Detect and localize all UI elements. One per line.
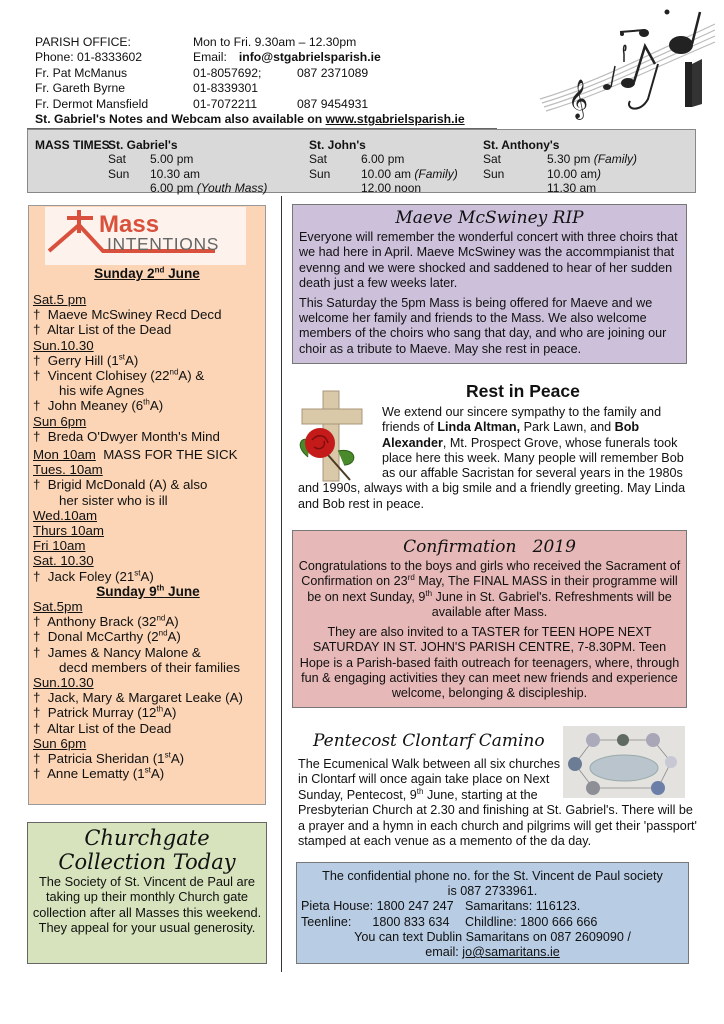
clergy-name: Fr. Pat McManus [35,65,128,80]
mass-slot: Thurs 10am [33,523,104,539]
dagger-icon: † [33,690,41,706]
text-fragment: rd [407,573,415,583]
text-fragment: A) & [178,368,205,384]
mass-day [309,181,361,195]
mass-slot: Sun 6pm [33,413,87,429]
teenline-phone: Teenline: 1800 833 634 [301,914,450,929]
mass-note: (Youth Mass) [196,181,268,196]
rest-in-peace-title: Rest in Peace [466,381,580,401]
church-name: St. Gabriel's [108,138,178,152]
mass-time: 5.30 pm [547,152,591,167]
church-st-johns [309,138,458,196]
mass-note: (Family) [414,166,458,181]
clergy-phone: 01-7072211 [193,96,258,111]
text-fragment: A) [165,614,179,630]
church-name: St. John's [309,138,366,152]
music-notes-image [530,4,720,122]
mass-time: 11.30 am [547,181,597,196]
intention-item [33,307,263,322]
confirmation-paragraph: They are also invited to a TASTER for TEEN HOPE NEXT SATURDAY IN ST. JOHN'S PARISH CENTRE, 7-8.30PM. Teen Hope is a Parish-based faith outreach for teenagers, where, through fun & engaging activities they can meet new friends and experience welcome, belonging & discipleship. [299,625,680,701]
mass-note: (Family) [593,152,638,167]
text-fragment: Anthony Brack (32 [47,614,157,630]
maeve-paragraph: This Saturday the 5pm Mass is being offered for Maeve and we welcome her family and friends to the Mass. We also welcome members of the choirs who sang that day, and who are joining our choir as a tribute to Maeve. May she rest in peace. [299,295,667,356]
mass-times-box [27,129,696,196]
dagger-icon: † [33,307,41,323]
samaritans-email-line [297,945,688,960]
mass-day: Sun [108,166,130,181]
childline-phone: Childline: 1800 666 666 [465,914,598,929]
text-fragment: A) [163,705,177,721]
logo-mass-text: Mass [99,211,160,238]
dagger-icon: † [33,766,41,782]
mass-times-label: MASS TIMES [35,138,110,152]
maeve-paragraph: Everyone will remember the wonderful concert with three choirs that we had here in April. Maeve McSwiney was the accommpianist that evenng and we were shocked and saddened to hear of her sudden death just a few weeks later. [299,230,678,291]
pieta-house-phone: Pieta House: 1800 247 247 [301,899,454,914]
dagger-icon: † [33,398,41,414]
church-name: St. Anthony's [483,138,560,152]
text-fragment: nd [169,367,179,377]
mass-slot: Sat.5 pm [33,292,87,307]
mass-slot: Sun.10.30 [33,675,94,691]
intention-item [33,721,263,736]
intentions-list [33,292,263,782]
logo-intentions-text: INTENTIONS [107,234,219,254]
mass-day: Sat [483,152,502,167]
intention-continued: his wife Agnes [59,383,145,399]
intention-item [33,368,263,383]
churchgate-body: The Society of St. Vincent de Paul are taking up their monthly Church gate collection after all Masses this weekend. They appeal for your usual generosity. [32,874,262,936]
samaritans-phone: Samaritans: 116123. [465,899,581,914]
text-fragment: A) [167,629,181,645]
dagger-icon: † [33,705,41,721]
deceased-name: Linda Altman, [437,420,521,435]
mass-time: 10.30 am [150,166,201,181]
mass-slot: Sat.5pm [33,599,83,615]
text-fragment: A) [149,398,164,414]
dagger-icon: † [33,477,41,493]
camino-body [298,757,703,849]
mass-slot-line [33,447,263,462]
mass-time: 6.00 pm [150,181,194,196]
svg-text:𝄞: 𝄞 [568,79,589,119]
mass-slot: Fri 10am [33,538,86,554]
text-fragment: June, starting at the Presbyterian Church at 2.30 and finishing at St. Gabriel's. There will be a prayer and a hymn in each church and pilgrims will get their 'passport' stamped at each venue as a memento of the da day. [298,787,697,849]
intention-continued: her sister who is ill [59,492,168,508]
text-fragment: Patrick Murray (12 [47,705,157,721]
clergy-phone: 01-8339301 [193,81,259,96]
text-fragment: Altar List of the Dead [47,720,172,736]
office-label: PARISH OFFICE: [35,35,131,49]
intention-item [33,645,263,660]
intention-item [33,629,263,644]
text-fragment: st [164,750,171,760]
text-fragment: Anne Lematty (1 [47,766,145,782]
column-divider [281,196,282,972]
deceased-name: Bob Alexander [382,420,640,450]
text-fragment: We extend our sincere sympathy to the family and friends of [382,405,662,435]
confirmation-title: Confirmation 2019 [403,537,576,557]
clergy-mobile: 087 9454931 [297,96,369,111]
mass-slot: Tues. 10am [33,462,103,478]
text-fragment: st [134,568,141,578]
text-fragment: th [143,398,150,407]
office-hours: Mon to Fri. 9.30am – 12.30pm [193,35,357,49]
dagger-icon: † [33,352,41,368]
intention-item [33,569,263,584]
text-fragment: Jack Foley (21 [47,568,135,584]
intention-item [33,705,263,720]
maeve-title: Maeve McSwiney RIP [395,208,584,228]
intention-item [33,477,263,492]
text-fragment: Vincent Clohisey (22 [47,368,170,384]
svp-phone: is 087 2733961. [447,884,538,899]
heading-sup: nd [154,265,165,275]
text-fragment: Donal McCarthy (2 [47,629,159,645]
text-fragment: John Meaney (6 [47,398,144,414]
text-fragment: The Ecumenical Walk between all six churches in Clontarf will once again take place on Next Sunday, Pentecost, 9 [298,757,561,802]
mass-slot: Sun 6pm [33,735,87,751]
text-fragment: nd [158,629,168,639]
rest-in-peace-body [298,405,693,512]
text-fragment: A) [140,568,154,584]
helplines-box [296,862,689,964]
text-fragment: Maeve McSwiney Recd Decd [47,307,222,323]
mass-time: 10.00 am [361,166,412,181]
intention-item [33,614,263,629]
mass-day: Sat [108,152,127,167]
intention-continued: decd members of their families [59,659,241,675]
website-link[interactable]: www.stgabrielsparish.ie [325,112,465,127]
heading-text: Sunday 2 [94,266,155,281]
svp-line: The confidential phone no. for the St. Vincent de Paul society [322,869,663,883]
dagger-icon: † [33,751,41,767]
mass-time: 10.00 am [547,166,598,181]
text-fragment: A) [170,751,185,767]
text-fragment: th [416,786,424,796]
mass-note: ) [597,166,602,181]
maeve-mcswiney-box [292,204,687,364]
text-fragment: th [156,583,165,593]
dagger-icon: † [33,322,41,338]
text-fragment: email: [425,945,463,960]
sunday-heading [29,266,265,281]
intention-item [33,751,263,766]
dagger-icon: † [33,368,41,384]
office-email[interactable]: info@stgabrielsparish.ie [238,50,381,65]
intention-item [33,766,263,781]
mass-day: Sat [309,152,328,167]
mass-slot: Mon 10am [33,447,96,463]
clergy-phone: 01-8057692; [193,65,262,80]
dagger-icon: † [33,428,41,444]
office-phone: Phone: 01-8333602 [35,50,143,65]
clergy-name: Fr. Dermot Mansfield [35,96,149,111]
dagger-icon: † [33,720,41,736]
sunday-heading [33,584,263,599]
text-fragment: st [118,352,125,362]
dagger-icon: † [33,614,41,630]
dagger-icon: † [33,644,41,660]
mass-day [108,181,150,195]
email-label: Email: [193,50,227,65]
text-fragment: Jack, Mary & Margaret Leake (A) [47,690,243,706]
mass-slot: Wed.10am [33,507,98,523]
intention-item [33,398,263,413]
text-fragment: , Mt. Prospect Grove, whose funerals took place here this week. Many people will remember Bob as our affable Sacristan for several years in the 1980s and 1990s, always with a big smile and a friendly greeting. May Linda and Bob rest in peace. [298,435,686,511]
text-fragment: th [425,588,433,598]
text-fragment: A) [150,766,165,782]
church-st-gabriels [108,138,267,196]
intention-item [33,322,263,337]
intention-item [33,429,263,444]
text-fragment: st [144,765,151,775]
churchgate-title: Collection Today [58,850,236,874]
mass-time: 5.00 pm [150,152,194,167]
mass-time: 12.00 noon [361,181,422,196]
mass-slot: Sun.10.30 [33,337,94,353]
mass-for-sick: MASS FOR THE SICK [95,447,238,463]
churchgate-title: Churchgate [84,826,210,850]
text-fragment: Breda O'Dwyer Month's Mind [47,428,220,444]
text-fragment: Altar List of the Dead [47,322,172,338]
samaritans-email-link[interactable]: jo@samaritans.ie [462,945,560,960]
heading-text: June [164,266,200,281]
church-st-anthonys [483,138,637,196]
cross-roof-icon [45,207,246,265]
text-fragment: June in St. Gabriel's. Refreshments will be available after Mass. [431,589,672,619]
text-fragment: June [164,583,200,599]
text-fragment: Congratulations to the boys and girls who received the Sacrament of Confirmation on 23 [298,559,681,589]
text-fragment: Gerry Hill (1 [47,352,119,368]
mass-time: 6.00 pm [361,152,405,167]
churchgate-collection-box [27,822,267,964]
mass-day [483,181,547,195]
text-fragment: May, The FINAL MASS in their programme will be on next Sunday, 9 [307,574,678,604]
text-fragment: Sunday 9 [96,583,157,599]
text-fragment: A) [124,352,139,368]
confirmation-paragraph [297,559,682,620]
dagger-icon: † [33,629,41,645]
text-fragment: James & Nancy Malone & [47,644,201,660]
text-fragment: Brigid McDonald (A) & also [47,477,208,493]
web-note: St. Gabriel's Notes and Webcam also available on [35,112,323,127]
confirmation-box [292,530,687,708]
mass-intentions-box [28,205,266,805]
mass-intentions-logo [45,207,246,265]
clergy-mobile: 087 2371089 [297,65,369,80]
text-fragment: nd [156,613,166,623]
mass-day: Sun [483,166,505,181]
intention-item [33,353,263,368]
mass-day: Sun [309,166,331,181]
text-samaritans-line: You can text Dublin Samaritans on 087 2609090 / [354,929,631,944]
text-fragment: Park Lawn, and [520,420,615,435]
text-fragment: th [156,705,164,715]
clergy-name: Fr. Gareth Byrne [35,81,126,96]
parish-office-info [35,35,535,127]
dagger-icon: † [33,568,41,584]
mass-slot: Sat. 10.30 [33,553,94,569]
camino-title: Pentecost Clontarf Camino [313,731,545,751]
text-fragment: Patricia Sheridan (1 [47,751,165,767]
intention-item [33,690,263,705]
